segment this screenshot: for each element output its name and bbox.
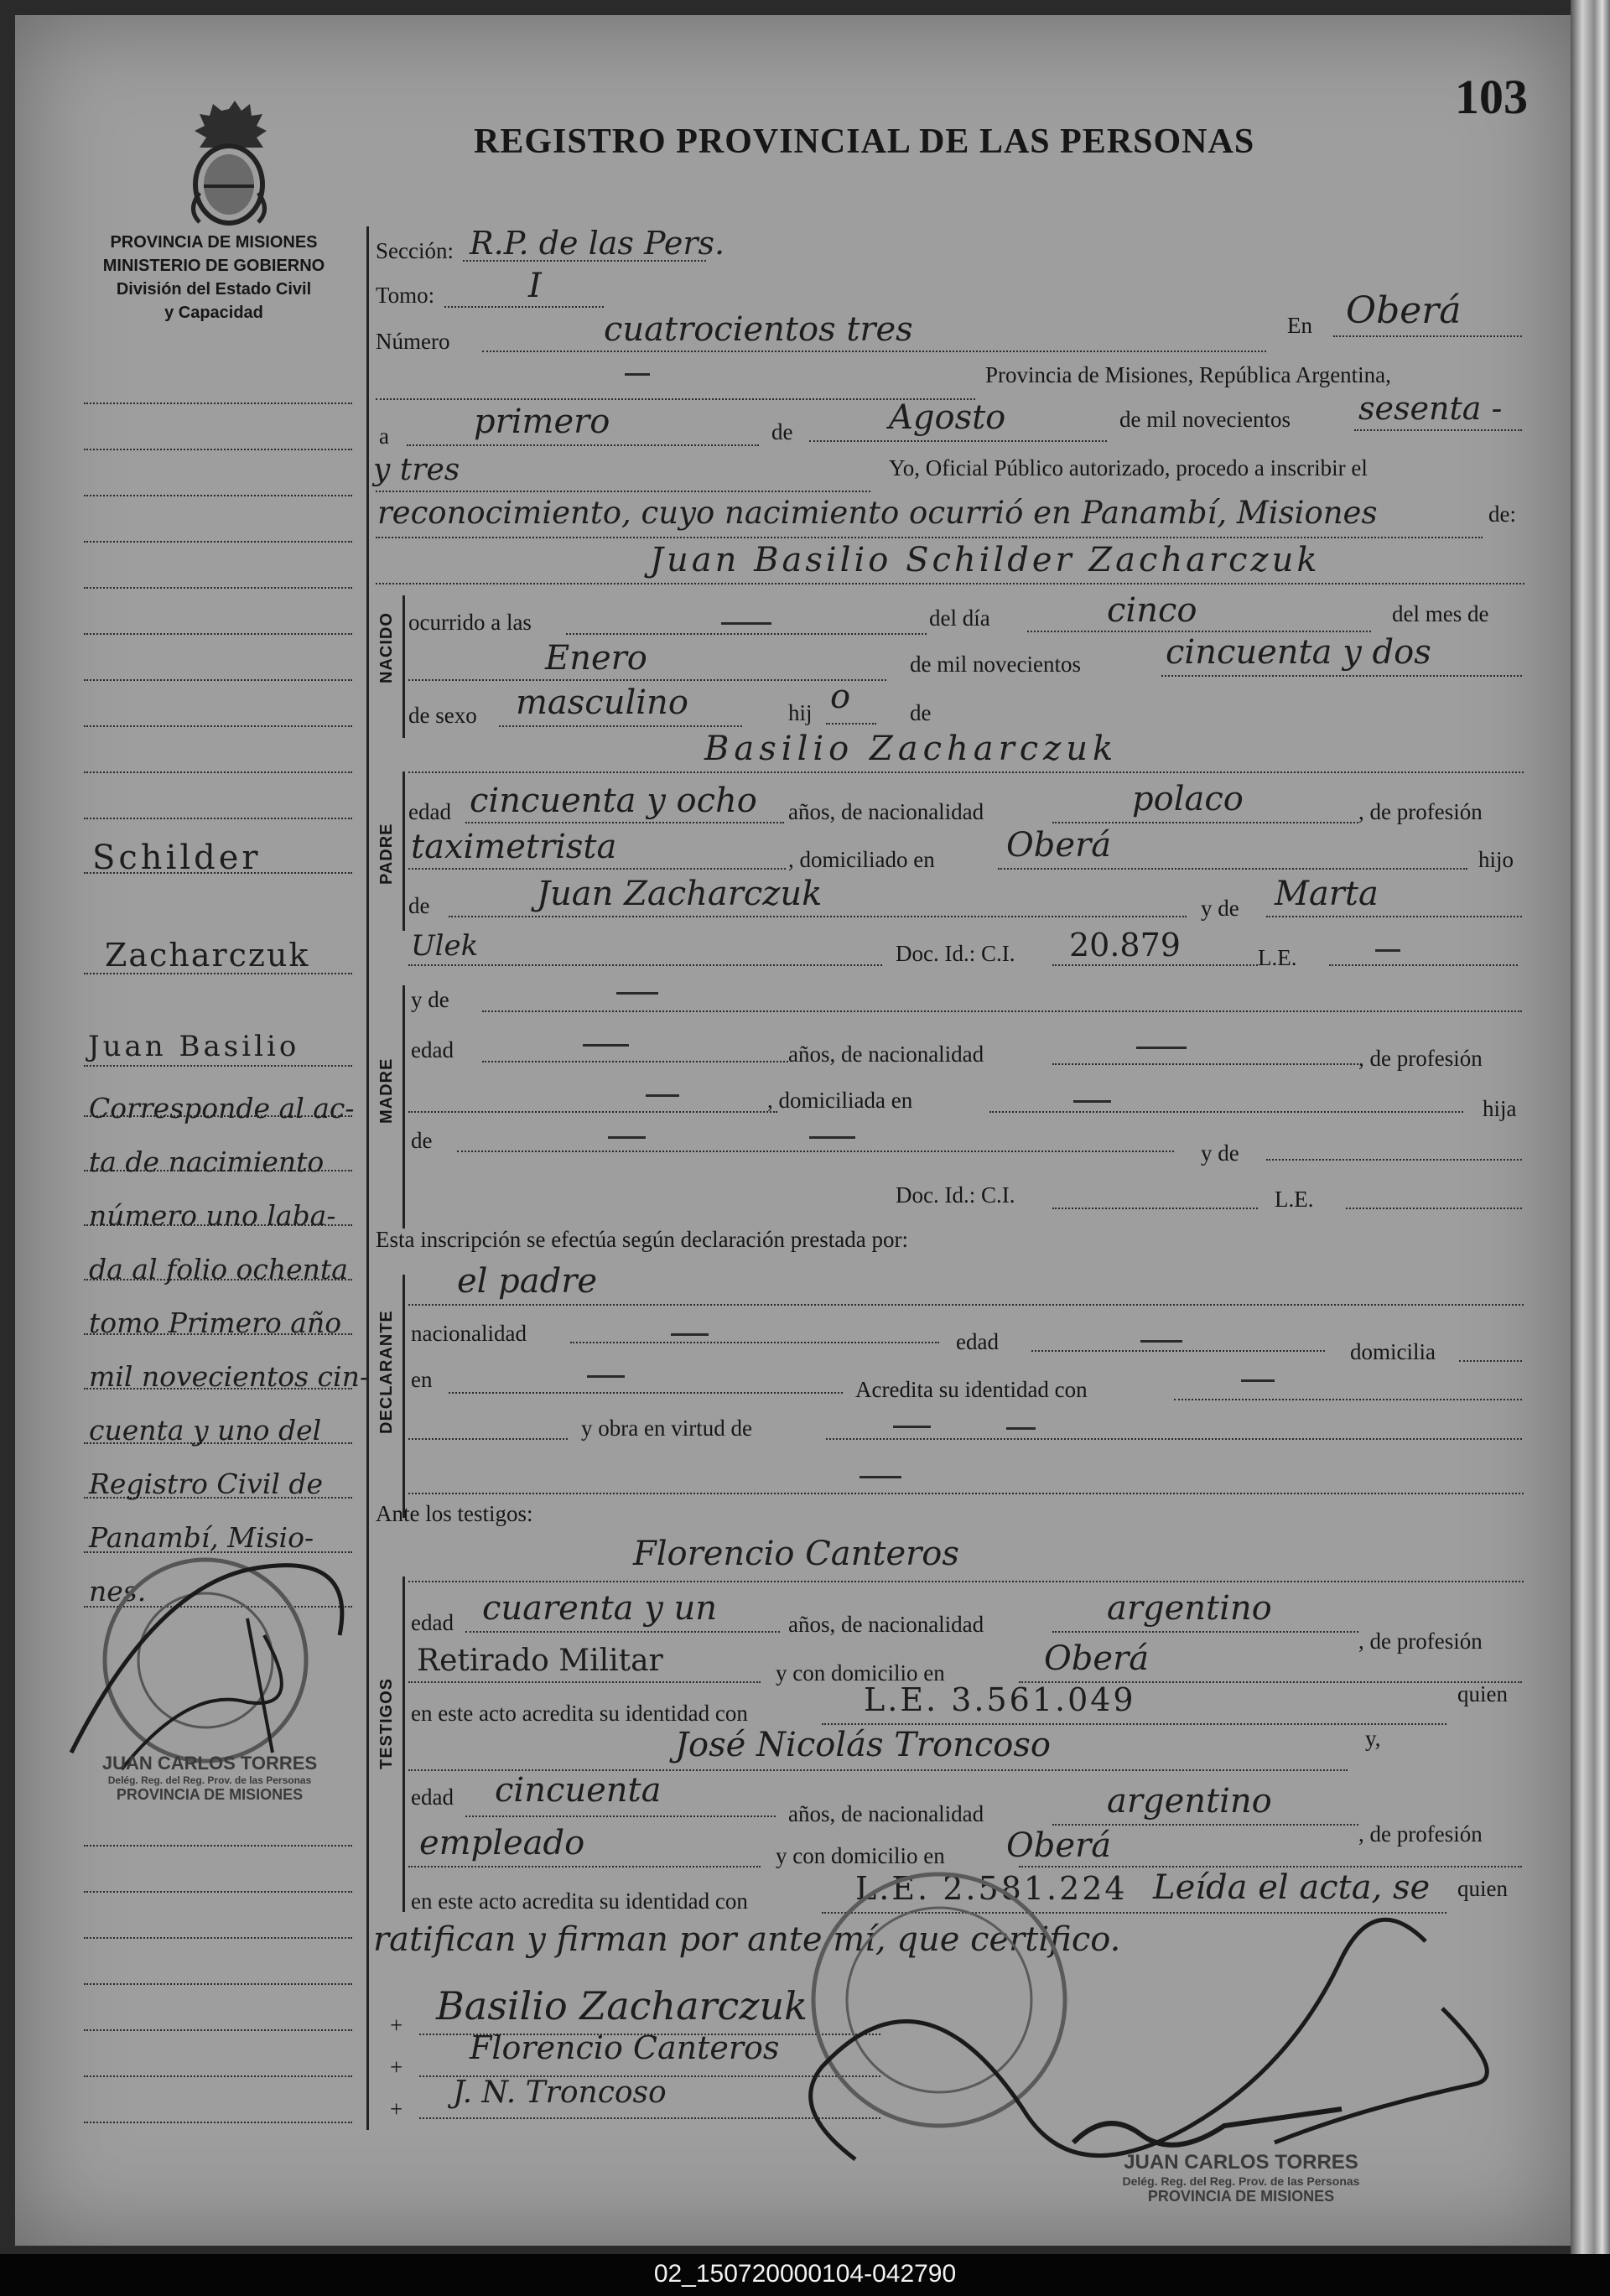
agency-ministry: MINISTERIO DE GOBIERNO <box>102 257 325 275</box>
testigo2-nac-line <box>1052 1824 1358 1826</box>
nacido-hij-line <box>826 723 876 725</box>
testigo1-anios-label: años, de nacionalidad <box>788 1612 984 1637</box>
testigo2-acredita-label: en este acto acredita su identidad con <box>411 1888 748 1914</box>
testigo1-edad-value: cuarenta y un <box>482 1589 718 1628</box>
nacido-hij-value: o <box>830 678 851 716</box>
margin-line <box>84 1983 352 1985</box>
testigo1-domicilio-label: y con domicilio en <box>776 1660 945 1686</box>
margin-line <box>84 2075 352 2077</box>
nacido-dia-line <box>1027 631 1371 632</box>
margin-line <box>84 449 352 450</box>
padre-abuela2-line <box>408 964 882 966</box>
agency-division: División del Estado Civil <box>116 280 312 299</box>
seccion-value: R.P. de las Pers. <box>470 225 725 262</box>
nombre-line <box>376 583 1524 584</box>
madre-abuela-line <box>1266 1159 1522 1161</box>
margin-line <box>84 1937 352 1939</box>
declarante-obra-line <box>826 1438 1522 1440</box>
testigo1-profesion-label: , de profesión <box>1358 1628 1483 1654</box>
nacido-mil-label: de mil novecientos <box>910 652 1081 677</box>
margin-line <box>84 679 352 681</box>
padre-profesion-label: , de profesión <box>1358 799 1483 824</box>
sig-cross-3: + <box>390 2096 403 2122</box>
margin-apellido2: Zacharczuk <box>105 937 310 974</box>
fecha-mil-label: de mil novecientos <box>1119 407 1291 432</box>
margin-line <box>84 495 352 496</box>
madre-y-de-label: y de <box>411 987 449 1012</box>
padre-nombre-line <box>408 771 1524 773</box>
declarante-extra-line <box>408 1493 1524 1494</box>
left-stamp-title: Delég. Reg. del Reg. Prov. de las Personas <box>107 1774 312 1786</box>
margin-note-line: da al folio ochenta <box>89 1253 348 1286</box>
declarante-en-line <box>449 1392 843 1394</box>
blank-dash <box>1136 1047 1187 1049</box>
padre-nacionalidad-value: polaco <box>1132 780 1244 818</box>
testigo1-profesion-value: Retirado Militar <box>417 1644 663 1678</box>
madre-doc-line <box>1052 1208 1258 1209</box>
fecha-de-label: de <box>771 419 793 444</box>
sig-cross-2: + <box>390 2054 403 2080</box>
tomo-label: Tomo: <box>376 283 435 308</box>
madre-le-line <box>1346 1208 1522 1209</box>
nacido-mes-value: Enero <box>545 639 647 678</box>
padre-nac-line <box>1052 822 1358 823</box>
nacido-hij-label: hij <box>788 700 813 725</box>
blank-dash <box>583 1044 629 1047</box>
blank-dash <box>625 373 650 376</box>
coat-of-arms-icon <box>183 101 275 226</box>
fecha-dia-value: primero <box>474 403 610 441</box>
testigo2-doc-value: L.E. 2.581.224 <box>855 1870 1128 1907</box>
section-testigos: TESTIGOS <box>377 1677 396 1769</box>
madre-profesion-label: , de profesión <box>1358 1046 1483 1071</box>
nacido-bracket <box>402 595 405 738</box>
madre-nac-line <box>1052 1063 1358 1065</box>
testigos-bracket <box>402 1577 405 1912</box>
acto-value: reconocimiento, cuyo nacimiento ocurrió en Panambí, Misiones <box>377 495 1378 531</box>
madre-doc-label: Doc. Id.: C.I. <box>896 1182 1015 1208</box>
testigo2-profesion-line <box>408 1866 761 1867</box>
margin-line <box>84 541 352 543</box>
nacido-anio-line <box>1161 675 1522 677</box>
declarante-nacionalidad-label: nacionalidad <box>411 1321 527 1346</box>
blank-dash <box>1241 1379 1275 1382</box>
margin-line <box>84 771 352 773</box>
margin-note-line: Registro Civil de <box>89 1467 324 1500</box>
testigo2-domicilio-label: y con domicilio en <box>776 1843 945 1868</box>
padre-le-label: L.E. <box>1258 945 1297 970</box>
sig-cross-1: + <box>390 2013 403 2038</box>
testigo1-nacionalidad-value: argentino <box>1107 1589 1272 1628</box>
margin-line <box>84 1891 352 1893</box>
en-label: En <box>1287 313 1312 338</box>
blank-dash <box>721 622 771 625</box>
blank-dash <box>616 992 658 995</box>
declarante-nombre-line <box>408 1304 1524 1306</box>
declarante-obra-label: y obra en virtud de <box>581 1416 752 1441</box>
padre-abuelo-line <box>449 916 1187 917</box>
margin-line <box>84 1065 352 1067</box>
margin-line <box>84 2122 352 2123</box>
blank-dash <box>1006 1427 1036 1430</box>
padre-y-de-label: y de <box>1201 896 1239 921</box>
signature-florencio: Florencio Canteros <box>470 2029 780 2066</box>
madre-domiciliada-label: , domiciliada en <box>767 1088 913 1113</box>
testigo1-nac-line <box>1052 1631 1358 1633</box>
image-id-label: 02_150720000104-042790 <box>653 2260 957 2288</box>
signature-troncoso: J. N. Troncoso <box>453 2075 667 2110</box>
madre-nombre-line <box>482 1010 1522 1012</box>
margin-line <box>84 725 352 727</box>
padre-doc-line <box>1052 964 1258 966</box>
testigo2-edad-value: cincuenta <box>495 1771 662 1810</box>
margin-note-line: mil novecientos cin- <box>89 1360 369 1393</box>
agency-province: PROVINCIA DE MISIONES <box>110 233 318 252</box>
margin-note-line: cuenta y uno del <box>89 1414 322 1447</box>
madre-bracket <box>402 985 405 1229</box>
testigo2-domicilio-value: Oberá <box>1006 1826 1112 1865</box>
official-seal-stamp <box>755 1857 1526 2176</box>
yo-text: Yo, Oficial Público autorizado, procedo a inscribir el <box>889 455 1368 480</box>
padre-profesion-value: taximetrista <box>411 828 617 866</box>
testigo2-anios-label: años, de nacionalidad <box>788 1801 984 1826</box>
nombre-inscripto: Juan Basilio Schilder Zacharczuk <box>650 541 1321 579</box>
acto-de-label: de: <box>1488 501 1516 527</box>
padre-abuela-value: Marta <box>1275 875 1379 913</box>
nacido-sexo-line <box>499 725 742 727</box>
declarante-edad-label: edad <box>956 1329 999 1354</box>
fecha-anio-line <box>1354 429 1522 431</box>
blank-dash <box>646 1094 679 1097</box>
testigo-y-label: y, <box>1365 1726 1381 1751</box>
cierre-linea2: ratifican y firman por ante mí, que certifico. <box>373 1920 1121 1959</box>
left-stamp-province: PROVINCIA DE MISIONES <box>116 1786 304 1803</box>
padre-doc-value: 20.879 <box>1069 927 1181 964</box>
testigo2-profesion-value: empleado <box>419 1824 585 1862</box>
nacido-de-label: de <box>910 700 932 725</box>
padre-edad-value: cincuenta y ocho <box>470 782 757 820</box>
testigo1-edad-label: edad <box>411 1610 454 1635</box>
nacido-sexo-value: masculino <box>516 683 688 722</box>
en-value: Oberá <box>1346 289 1462 332</box>
padre-le-line <box>1329 964 1518 966</box>
en-line <box>1333 335 1522 337</box>
nacido-mes-line <box>408 679 886 681</box>
declarante-en-label: en <box>411 1367 433 1392</box>
declarante-acredita-line <box>1174 1399 1522 1400</box>
signature-basilio: Basilio Zacharczuk <box>436 1983 808 2028</box>
provincia-text: Provincia de Misiones, República Argentina, <box>985 362 1391 387</box>
padre-abuela-value2: Ulek <box>411 929 479 963</box>
left-stamp <box>67 1753 352 1804</box>
blank-dash <box>1140 1340 1182 1343</box>
padre-edad-line <box>465 822 784 823</box>
numero-value: cuatrocientos tres <box>604 310 913 349</box>
blank-dash <box>860 1476 901 1478</box>
section-nacido: NACIDO <box>377 612 396 683</box>
madre-le-label: L.E. <box>1275 1187 1314 1212</box>
right-stamp-name: JUAN CARLOS TORRES <box>1124 2151 1358 2174</box>
testigo1-nombre-value: Florencio Canteros <box>633 1535 959 1573</box>
nacido-del-dia-label: del día <box>929 605 990 631</box>
testigo2-profesion-label: , de profesión <box>1358 1821 1483 1847</box>
nacido-dia-value: cinco <box>1107 591 1197 630</box>
margin-line <box>84 633 352 635</box>
testigo2-quien-label: quien <box>1457 1876 1508 1901</box>
blank-dash <box>587 1375 625 1378</box>
madre-edad-label: edad <box>411 1037 454 1062</box>
blank-dash <box>809 1136 855 1139</box>
testigo1-acredita-label: en este acto acredita su identidad con <box>411 1701 748 1726</box>
testigo1-doc-line <box>822 1723 1446 1725</box>
declarante-pre-line <box>408 1438 568 1440</box>
section-declarante: DECLARANTE <box>377 1310 396 1434</box>
padre-edad-label: edad <box>408 799 451 824</box>
declarante-nac-line <box>570 1342 939 1343</box>
section-padre: PADRE <box>377 823 396 885</box>
margin-line <box>84 818 352 819</box>
tomo-line <box>444 306 604 308</box>
madre-y-de2-label: y de <box>1201 1140 1239 1166</box>
margin-note-line: Corresponde al ac- <box>89 1092 355 1125</box>
agency-block <box>80 231 348 325</box>
blank-dash <box>1375 949 1400 952</box>
acto-line <box>376 537 1483 538</box>
padre-domiciliado-label: , domiciliado en <box>788 847 935 872</box>
declarante-bracket <box>402 1275 405 1518</box>
nacido-sexo-label: de sexo <box>408 703 477 728</box>
fecha-dia-line <box>407 444 759 446</box>
declarante-domicilia-label: domicilia <box>1350 1339 1436 1364</box>
margin-line <box>84 587 352 589</box>
testigo2-edad-label: edad <box>411 1784 454 1810</box>
anio2-line <box>376 491 870 492</box>
nacido-ocurrido-label: ocurrido a las <box>408 610 532 635</box>
testigo2-nombre-value: José Nicolás Troncoso <box>675 1726 1051 1764</box>
fecha-mes-value: Agosto <box>889 398 1006 437</box>
nacido-hora-line <box>566 633 927 635</box>
padre-de-label: de <box>408 893 430 918</box>
declarante-edad-line <box>1031 1350 1325 1352</box>
margin-note-line: número uno laba- <box>89 1199 336 1232</box>
fecha-mes-line <box>809 440 1107 442</box>
book-spine <box>1571 0 1610 2256</box>
testigo1-profesion-line <box>408 1681 761 1683</box>
margin-line <box>84 1845 352 1847</box>
numero-line <box>482 351 1266 352</box>
margin-apellido1: Schilder <box>92 839 262 877</box>
padre-domicilio-line <box>998 868 1467 870</box>
margin-line <box>84 403 352 404</box>
declarante-acredita-label: Acredita su identidad con <box>855 1377 1088 1402</box>
declarante-nombre-value: el padre <box>457 1262 598 1301</box>
madre-hija-label: hija <box>1483 1096 1517 1121</box>
madre-domicilio-line <box>989 1111 1463 1113</box>
madre-de-label: de <box>411 1128 433 1153</box>
padre-anios-label: años, de nacionalidad <box>788 799 984 824</box>
testigo1-edad-line <box>465 1631 780 1633</box>
right-stamp <box>1082 2151 1400 2205</box>
register-title: REGISTRO PROVINCIAL DE LAS PERSONAS <box>474 122 1255 161</box>
padre-hijo-label: hijo <box>1478 847 1514 872</box>
testigo2-edad-line <box>465 1816 776 1817</box>
fecha-anio-value1: sesenta - <box>1358 390 1503 427</box>
testigo2-nacionalidad-value: argentino <box>1107 1782 1272 1821</box>
testigo1-doc-value: L.E. 3.561.049 <box>864 1681 1136 1718</box>
agency-capacity: y Capacidad <box>164 304 263 322</box>
padre-profesion-line <box>408 868 786 870</box>
right-stamp-province: PROVINCIA DE MISIONES <box>1147 2188 1335 2205</box>
declarante-domicilio-line <box>1459 1360 1522 1362</box>
fecha-a-label: a <box>379 423 389 449</box>
padre-abuelo-value: Juan Zacharczuk <box>537 875 823 913</box>
testigos-intro: Ante los testigos: <box>376 1501 533 1526</box>
madre-anios-label: años, de nacionalidad <box>788 1042 984 1067</box>
testigo1-domicilio-value: Oberá <box>1044 1639 1150 1678</box>
testigo1-quien-label: quien <box>1457 1681 1508 1706</box>
cierre-linea1: Leída el acta, se <box>1153 1868 1431 1907</box>
blank-dash <box>1073 1100 1111 1103</box>
page-number: 103 <box>1455 70 1528 124</box>
padre-bracket <box>402 771 405 931</box>
numero-label: Número <box>376 329 450 354</box>
section-madre: MADRE <box>377 1057 396 1124</box>
testigo1-nombre-line <box>408 1581 1524 1582</box>
right-stamp-title: Delég. Reg. del Reg. Prov. de las Personas <box>1122 2174 1360 2188</box>
madre-profesion-line <box>408 1111 777 1113</box>
nacido-anio-value: cincuenta y dos <box>1166 633 1431 672</box>
madre-edad-line <box>482 1061 788 1062</box>
padre-nombre-value: Basilio Zacharczuk <box>704 730 1119 768</box>
nacido-del-mes-label: del mes de <box>1392 601 1489 626</box>
seccion-label: Sección: <box>376 238 454 263</box>
margin-note-line: tomo Primero año <box>89 1306 342 1339</box>
blank-dash <box>893 1426 931 1428</box>
margin-line <box>84 2029 352 2031</box>
blank-dash <box>608 1136 646 1139</box>
footer-bar <box>0 2254 1610 2296</box>
blank-dash <box>671 1333 709 1336</box>
madre-abuelo-line <box>457 1151 1174 1152</box>
margin-note-line: ta de nacimiento <box>89 1145 325 1178</box>
left-stamp-name: JUAN CARLOS TORRES <box>101 1753 318 1774</box>
padre-abuela-line <box>1266 916 1522 917</box>
padre-domicilio-value: Oberá <box>1006 826 1112 865</box>
padre-doc-label: Doc. Id.: C.I. <box>896 941 1015 966</box>
tomo-value: I <box>528 267 542 305</box>
margin-nombres: Juan Basilio <box>88 1030 300 1063</box>
margin-note-line: Panambí, Misio- <box>89 1521 314 1554</box>
margin-note-line: nes. <box>89 1575 147 1608</box>
fecha-anio-value2: y tres <box>373 453 460 487</box>
declaracion-intro: Esta inscripción se efectúa según declaración prestada por: <box>376 1227 908 1252</box>
provincia-line <box>376 398 975 400</box>
